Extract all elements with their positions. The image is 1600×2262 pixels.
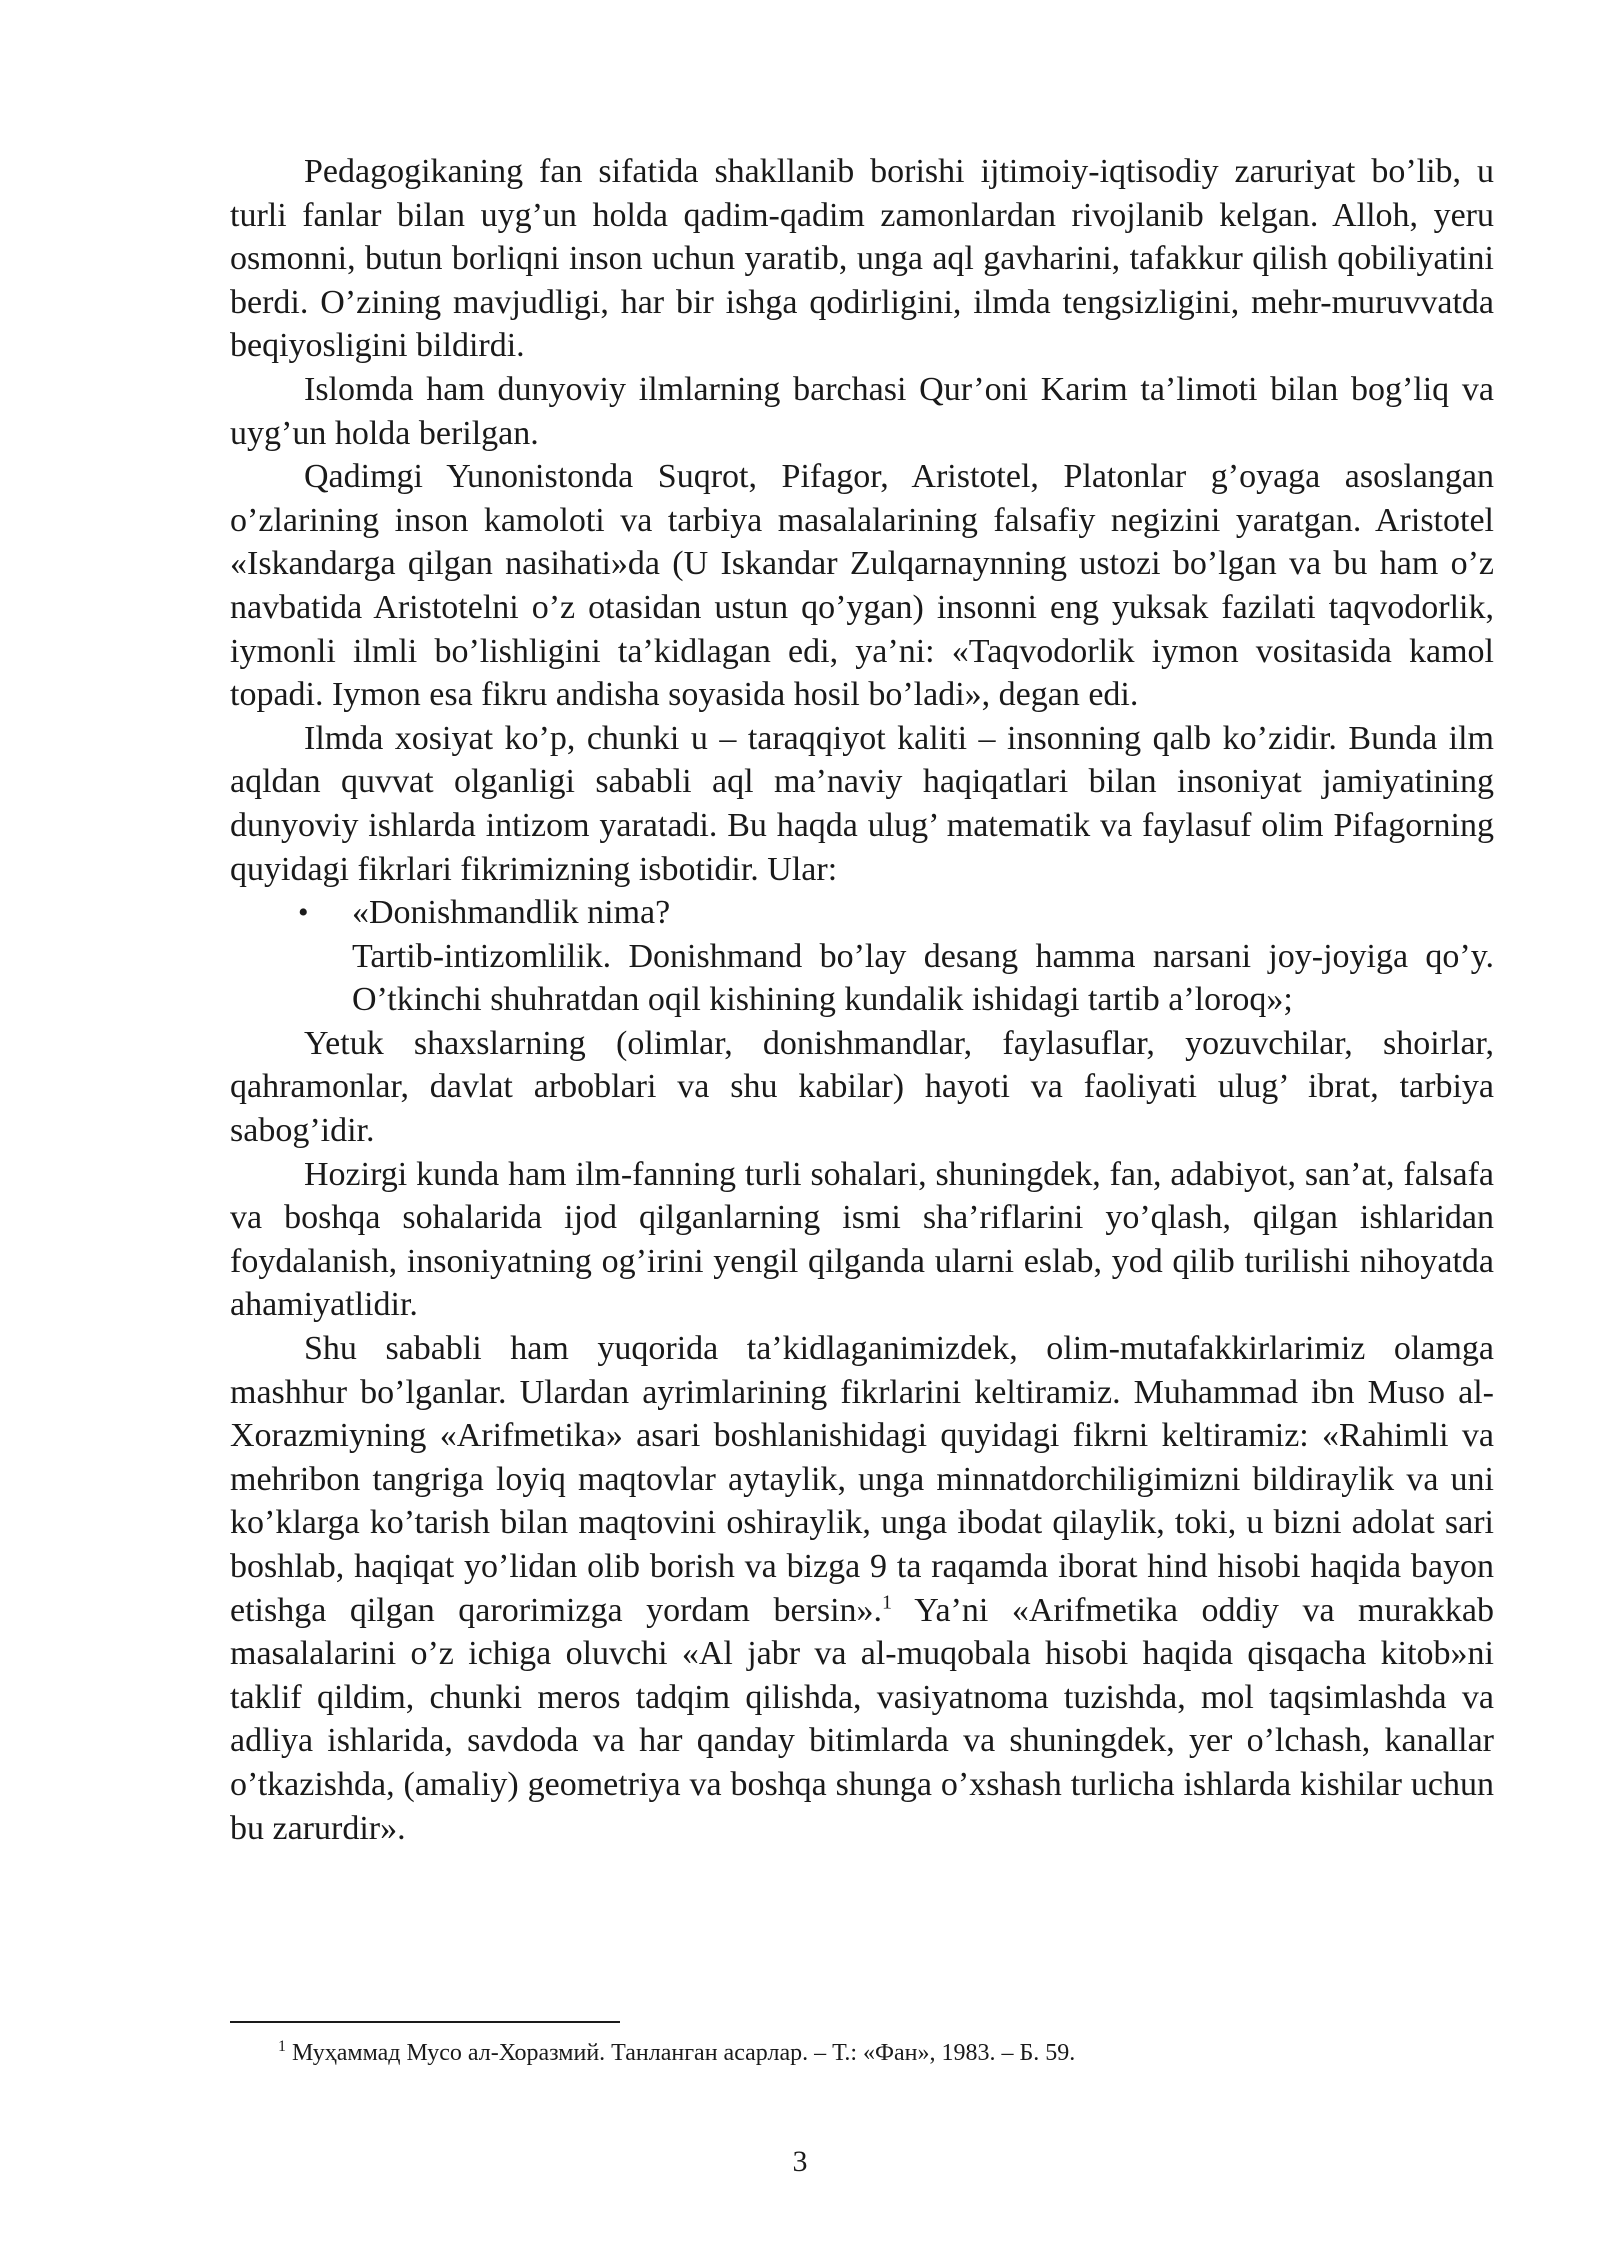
paragraph-xorazmiy (230, 1327, 1494, 1850)
footnote-mark: 1 (278, 2038, 286, 2055)
paragraph-islam: Islomda ham dunyoviy ilmlarning barchasi Qur’oni Karim ta’limoti bilan bog’liq va uyg’un holda berilgan. (230, 370, 1494, 452)
xorazmiy-continuation-text: Ya’ni «Arifmetika oddiy va murakkab masalalarini o’z ichiga oluvchi «Al jabr va al-muqobala hisobi haqida qisqacha kitob»ni taklif qildim, chunki meros tadqim qilishda, vasiyatnoma tuzishda, mol taqsimlashda va adliya ishlarida, savdoda va har qanday bitimlarda va shuningdek, yer o’lchash, kanallar o’tkazishda, (amaliy) geometriya va boshqa shunga o’xshash turlicha ishlarda kishilar uchun bu zarurdir». (230, 1591, 1494, 1847)
paragraph-today: Hozirgi kunda ham ilm-fanning turli sohalari, shuningdek, fan, adabiyot, san’at, falsafa va boshqa sohalarida ijod qilganlarning ismi sha’riflarini yo’qlash, qilgan ishlaridan foydalanish, insoniyatning og’irini yengil qilganda ularni eslab, yod qilib turilishi nihoyatda ahamiyatlidir. (230, 1155, 1494, 1324)
paragraph-personalities: Yetuk shaxslarning (olimlar, donishmandlar, faylasuflar, yozuvchilar, shoirlar, qahramonlar, davlat arboblari va shu kabilar) hayoti va faoliyati ulug’ ibrat, tarbiya sabog’idir. (230, 1024, 1494, 1150)
page-number: 3 (792, 2145, 808, 2178)
footnote-divider (230, 2021, 620, 2023)
page-body (230, 150, 1494, 1850)
paragraph-greece: Qadimgi Yunonistonda Suqrot, Pifagor, Aristotel, Platonlar g’oyaga asoslangan o’zlarining inson kamoloti va tarbiya masalalarining falsafiy negizini yaratgan. Aristotel «Iskandarga qilgan nasihati»da (U Iskandar Zulqarnaynning ustozi bo’lgan va bu ham o’z navbatida Aristotelni o’z otasidan ustun qo’ygan) insonni eng yuksak fazilati taqvodorlik, iymonli ilmli bo’lishligini ta’kidlagan edi, ya’ni: «Taqvodorlik iymon vositasida kamol topadi. Iymon esa fikru andisha soyasida hosil bo’ladi», degan edi. (230, 458, 1494, 714)
quote-answer: Tartib-intizomlilik. Donishmand bo’lay desang hamma narsani joy-joyiga qo’y. O’tkinchi shuhratdan oqil kishining kundalik ishidagi tartib a’loroq»; (352, 937, 1494, 1019)
quote-list (230, 891, 1494, 1022)
paragraph-pedagogy: Pedagogikaning fan sifatida shakllanib borishi ijtimoiy-iqtisodiy zaruriyat bo’lib, u turli fanlar bilan uyg’un holda qadim-qadim zamonlardan rivojlanib kelgan. Alloh, yeru osmonni, butun borliqni inson uchun yaratib, unga aql gavharini, tafakkur qilish qobiliyatini berdi. O’zining mavjudligi, har bir ishga qodirligini, ilmda tengsizligini, mehr-muruvvatda beqiyosligini bildirdi. (230, 153, 1494, 365)
paragraph-knowledge: Ilmda xosiyat ko’p, chunki u – taraqqiyot kaliti – insonning qalb ko’zidir. Bunda ilm aqldan quvvat olganligi sababli aql ma’naviy haqiqatlari bilan insoniyat jamiyatining dunyoviy ishlarda intizom yaratadi. Bu haqda ulug’ matematik va faylasuf olim Pifagorning quyidagi fikrlari fikrimizning isbotidir. Ular: (230, 719, 1494, 888)
bullet-icon: • (298, 896, 309, 930)
xorazmiy-quote-text: Shu sababli ham yuqorida ta’kidlaganimizdek, olim-mutafakkirlarimiz olamga mashhur bo’lganlar. Ulardan ayrimlarining fikrlarini keltiramiz. Muhammad ibn Muso al-Xorazmiyning «Arifmetika» asari boshlanishidagi quyidagi fikrni keltiramiz: «Rahimli va mehribon tangriga loyiq maqtovlar aytaylik, unga minnatdorchiligimizni bildiraylik va uni ko’klarga ko’tarish bilan maqtovini oshiraylik, unga ibodat qilaylik, toki, u bizni adolat sari boshlab, haqiqat yo’lidan olib borish va bizga 9 ta raqamda iborat hind hisobi haqida bayon etishga qilgan qarorimizga yordam bersin». (230, 1330, 1494, 1629)
footnote-text: Муҳаммад Мусо ал-Хоразмий. Танланган асарлар. – Т.: «Фан», 1983. – Б. 59. (286, 2040, 1076, 2066)
quote-item (230, 891, 1494, 1022)
footnote-reference[interactable]: 1 (882, 1591, 893, 1614)
quote-question: «Donishmandlik nima? (352, 894, 671, 932)
footnote (278, 2038, 1075, 2068)
